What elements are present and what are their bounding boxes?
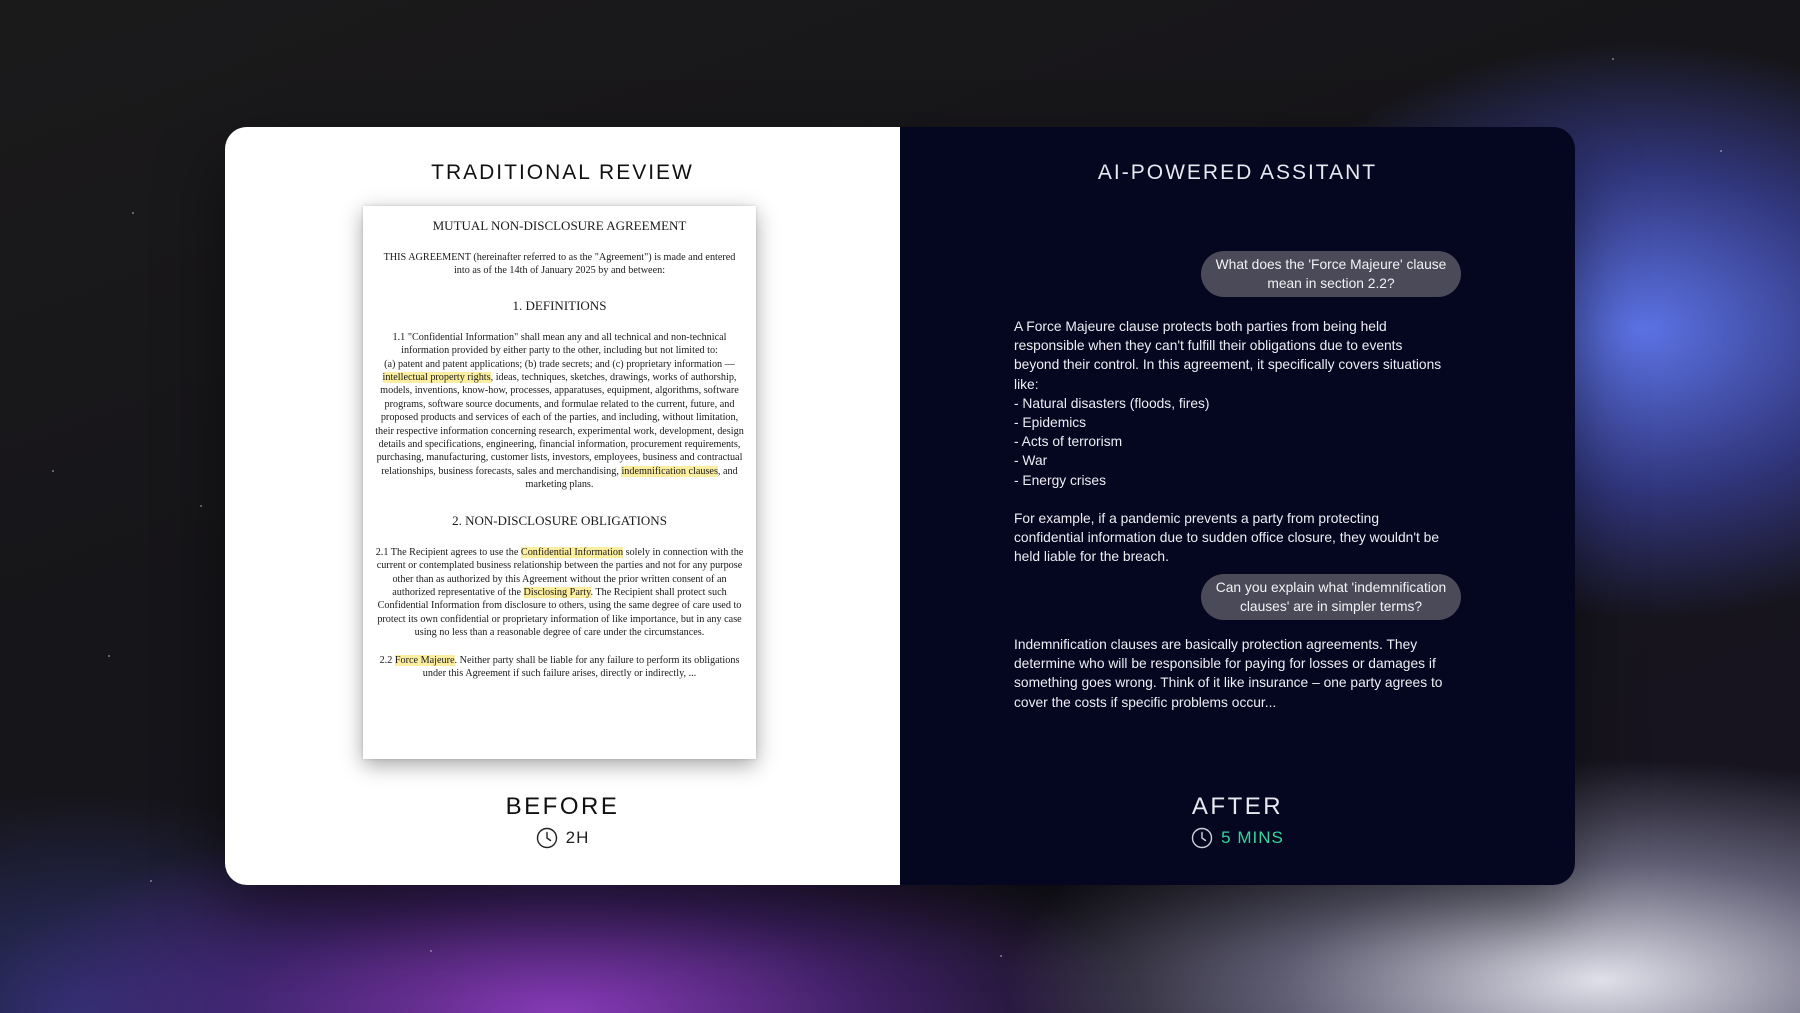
answer-line: - War — [1014, 453, 1048, 469]
answer-line: Indemnification clauses are basically protection agreements. They — [1014, 637, 1418, 652]
ai-assistant-panel — [900, 127, 1575, 885]
answer-line: responsible when they can't fulfill their obligations due to events — [1014, 338, 1403, 354]
highlight: intellectual property rights — [382, 372, 491, 384]
answer-line: held liable for the breach. — [1014, 549, 1169, 565]
section-heading-definitions: 1. DEFINITIONS — [512, 297, 607, 313]
highlight: Disclosing Party — [523, 586, 591, 598]
user-question-bubble: Can you explain what 'indemnification clauses' are in simpler terms? — [1201, 574, 1461, 620]
answer-line: A Force Majeure clause protects both parties from being held — [1014, 319, 1387, 334]
force-majeure-paragraph — [371, 654, 748, 681]
definitions-paragraph — [371, 331, 748, 492]
assistant-answer — [1014, 317, 1454, 567]
answer-line: - Energy crises — [1014, 472, 1107, 488]
paragraph-text: , ideas, techniques, sketches, drawings, works of authorship, models, inventions, know-how, processes, apparatuses, equipment, algorithms, software programs, software source documents, and formulae related to the current, future, and proposed products and services of each of the parties, and including, without limitation, their respective information concerning research, experimental work, development, design details and specifications, engineering, financial information, procurement requirements, purchasing, manufacturing, customer lists, investors, employees, business and contractual relationships, business forecasts, sales and merchandising, — [375, 372, 744, 477]
answer-line: - Natural disasters (floods, fires) — [1014, 395, 1210, 411]
after-label: AFTER — [1191, 793, 1284, 820]
assistant-answer — [1014, 635, 1454, 712]
answer-line: cover the costs if specific problems occur... — [1014, 694, 1277, 710]
answer-line: something goes wrong. Think of it like insurance – one party agrees to — [1014, 675, 1443, 691]
before-label: BEFORE — [505, 793, 620, 820]
paragraph-text: (a) patent and patent applications; (b) trade secrets; and (c) proprietary information — — [384, 358, 735, 370]
star — [1612, 58, 1614, 60]
highlight: indemnification clauses — [621, 465, 718, 477]
answer-line: - Epidemics — [1014, 415, 1087, 431]
paragraph-text: 2.2 — [379, 654, 395, 666]
document-intro: THIS AGREEMENT (hereinafter referred to as the "Agreement") is made and entered into as of the 14th of January 2025 by and between: — [383, 252, 736, 277]
paragraph-text: . The Recipient shall protect such Confidential Information from disclosure to others, using the same degree of care used to protect its own confidential or proprietary information of like importance, but in any case using no less than a reasonable degree of care under the circumstances. — [377, 586, 742, 639]
duration-text: 2H — [565, 828, 590, 847]
clock-icon — [536, 827, 558, 849]
contract-document — [363, 206, 756, 759]
before-time — [225, 827, 900, 849]
answer-line: confidential information due to sudden office closure, they wouldn't be — [1014, 530, 1439, 546]
paragraph-text: 2.1 The Recipient agrees to use the — [375, 546, 521, 558]
obligations-paragraph — [371, 546, 748, 640]
star — [132, 212, 134, 214]
document-title: MUTUAL NON-DISCLOSURE AGREEMENT — [432, 218, 687, 233]
star — [200, 505, 202, 507]
star — [108, 655, 110, 657]
spacer — [1014, 490, 1454, 509]
answer-line: determine who will be responsible for paying for losses or damages if — [1014, 656, 1436, 672]
star — [52, 470, 54, 472]
section-heading-non-disclosure: 2. NON-DISCLOSURE OBLIGATIONS — [452, 512, 667, 528]
star — [1000, 955, 1002, 957]
paragraph-text: solely in connection with the current or contemplated business relationship between the parties and not for any purpose other than as authorized by this Agreement without the prior written consent of an authorized representative of the — [376, 546, 744, 598]
answer-line: - Acts of terrorism — [1014, 434, 1123, 450]
answer-line: For example, if a pandemic prevents a party from protecting — [1014, 511, 1380, 527]
comparison-card — [225, 127, 1575, 885]
clock-icon — [1191, 827, 1213, 849]
panel-title: TRADITIONAL REVIEW — [431, 161, 694, 184]
after-time — [900, 827, 1575, 849]
star — [150, 880, 152, 882]
answer-line: like: — [1014, 376, 1039, 392]
highlight: Force Majeure — [394, 654, 455, 666]
paragraph-text: 1.1 "Confidential Information" shall mean any and all technical and non-technical information provided by either party to the other, including but not limited to: — [392, 331, 727, 357]
paragraph-text: , and marketing plans. — [525, 465, 738, 491]
panel-title: AI-POWERED ASSITANT — [1097, 161, 1378, 184]
highlight: Confidential Information — [520, 546, 624, 558]
star — [1720, 150, 1722, 152]
answer-line: beyond their control. In this agreement, it specifically covers situations — [1014, 357, 1442, 373]
user-question-bubble: What does the 'Force Majeure' clause mean in section 2.2? — [1201, 251, 1461, 297]
paragraph-text: . Neither party shall be liable for any failure to perform its obligations under this Agreement if such failure arises, directly or indirectly, ... — [422, 654, 740, 679]
star — [430, 950, 432, 952]
duration-text: 5 MINS — [1221, 828, 1284, 847]
traditional-review-panel — [225, 127, 900, 885]
